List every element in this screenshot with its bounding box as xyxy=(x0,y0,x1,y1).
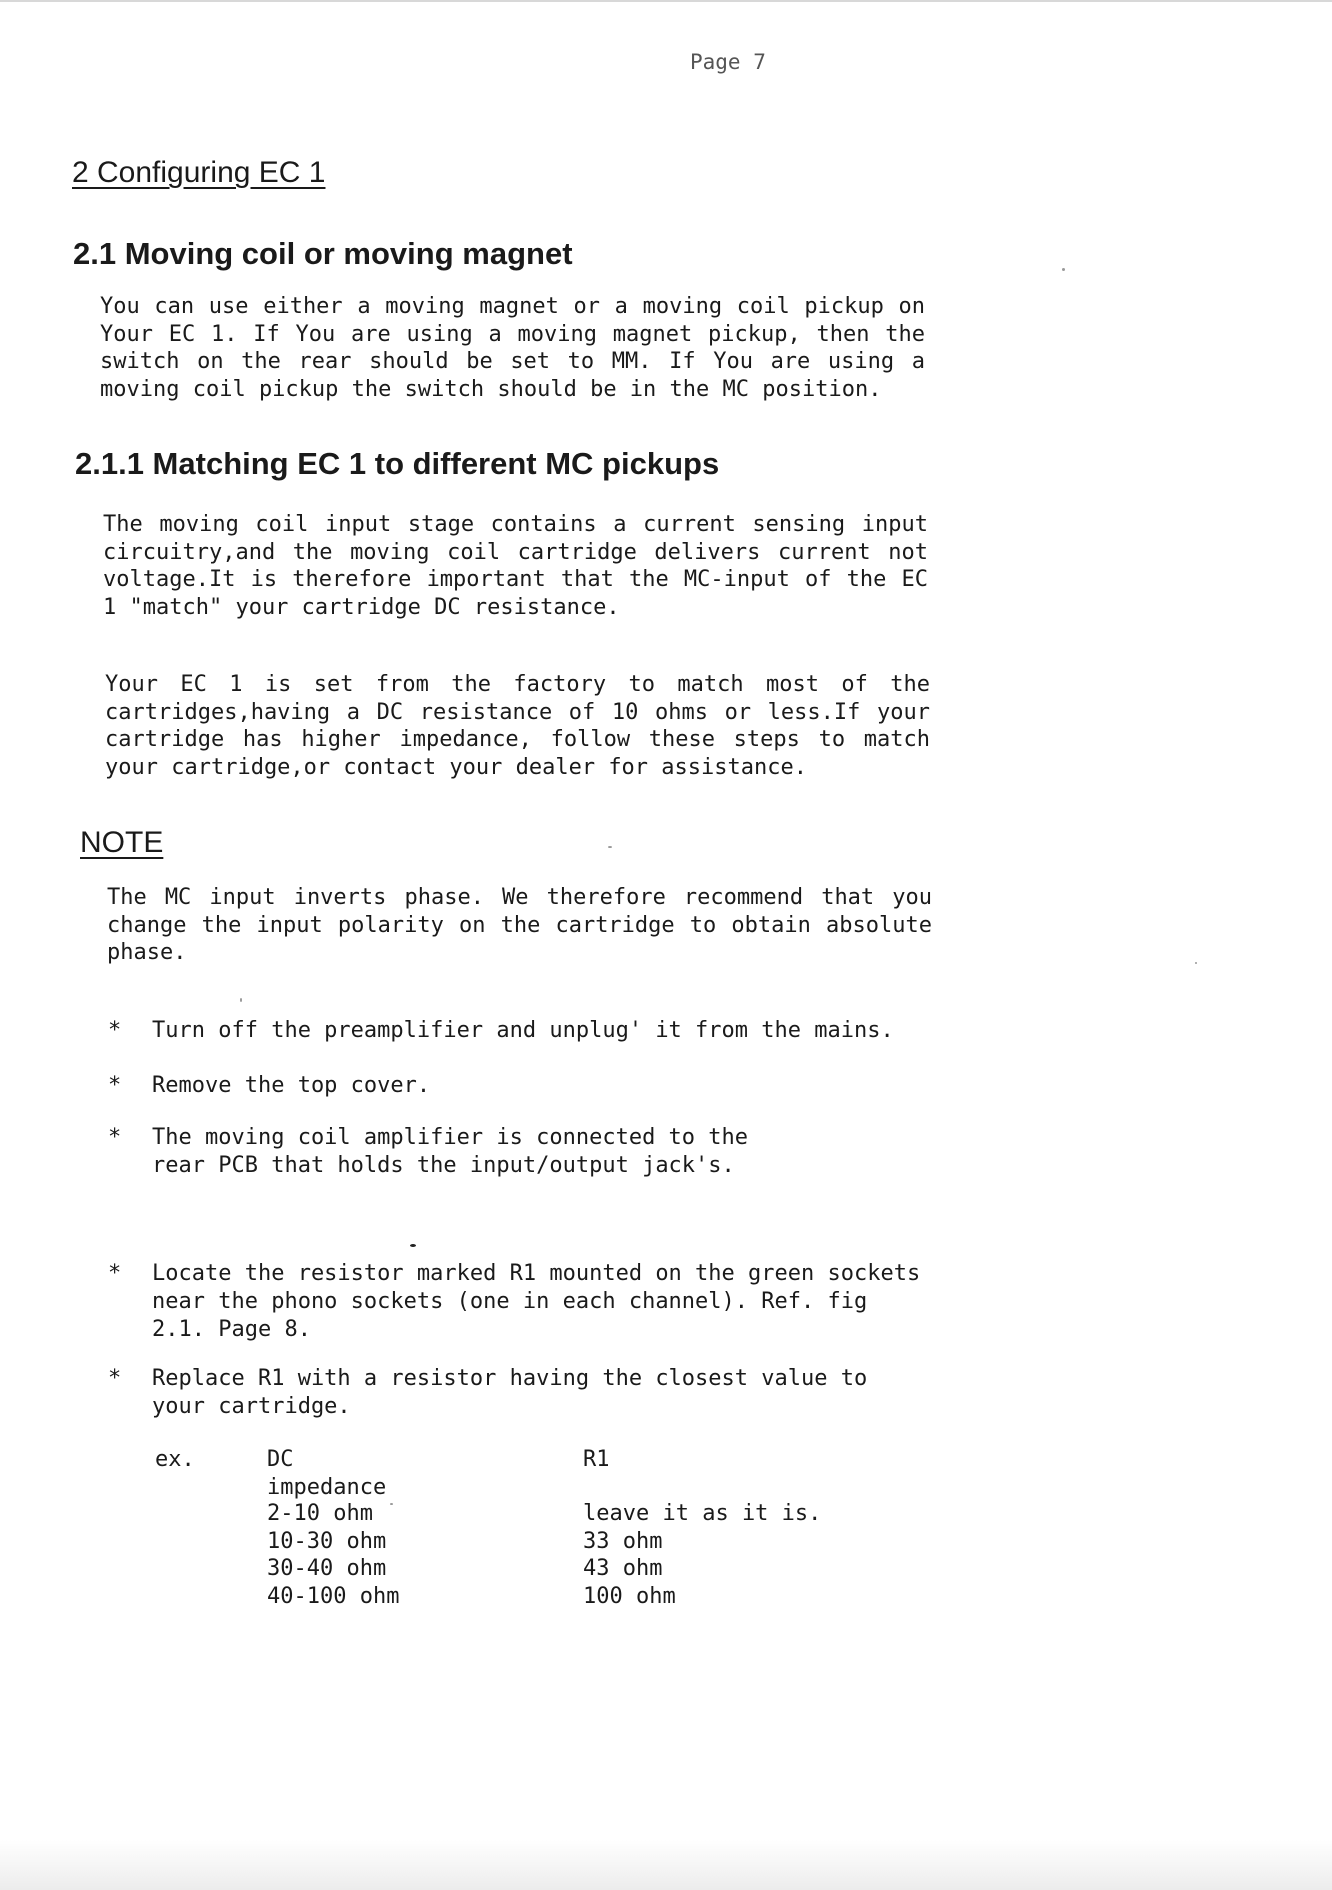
scan-speck xyxy=(608,846,612,848)
step-text: Remove the top cover. xyxy=(152,1073,431,1098)
note-paragraph: The MC input inverts phase. We therefore recommend that you change the input polarity on the cartridge to obtain absolute phase. xyxy=(107,885,932,965)
step-marker: * xyxy=(108,1366,122,1391)
step-text: Locate the resistor marked R1 mounted on the green sockets near the phono sockets (one in each channel). Ref. fig 2.1. Page 8. xyxy=(152,1261,921,1342)
impedance-cell: 10-30 ohm xyxy=(267,1528,387,1554)
scan-speck xyxy=(390,1503,393,1505)
chapter-heading: 2 Configuring EC 1 xyxy=(72,156,326,189)
impedance-cell: 40-100 ohm xyxy=(267,1583,400,1609)
matching-paragraph-2: Your EC 1 is set from the factory to match most of the cartridges,having a DC resistance of 10 ohms or less.If your cartridge has higher impedance, follow these steps to match your cartridge,or contact your dealer for assistance. xyxy=(105,672,930,780)
table-row xyxy=(267,1583,967,1611)
resistor-cell: 100 ohm xyxy=(583,1583,676,1609)
column-header-dc-impedance: DC impedance xyxy=(267,1447,387,1500)
table-row xyxy=(267,1555,967,1583)
table-row xyxy=(267,1500,967,1528)
step-list-item xyxy=(108,1017,928,1045)
step-list-item xyxy=(108,1072,928,1100)
step-text: Turn off the preamplifier and unplug' it from the mains. xyxy=(152,1018,894,1043)
step-list-item xyxy=(108,1365,928,1421)
table-body xyxy=(267,1500,967,1610)
step-marker: * xyxy=(108,1261,122,1286)
scan-speck xyxy=(1062,268,1065,271)
page-bottom-edge xyxy=(0,1840,1332,1890)
scan-speck xyxy=(410,1244,416,1247)
example-prefix: ex. xyxy=(155,1447,195,1472)
step-text: Replace R1 with a resistor having the closest value to your cartridge. xyxy=(152,1366,868,1419)
step-list-item xyxy=(108,1260,923,1344)
resistor-cell: 33 ohm xyxy=(583,1528,663,1554)
section-2-1-paragraph: You can use either a moving magnet or a moving coil pickup on Your EC 1. If You are using a moving magnet pickup, then the switch on the rear should be set to MM. If You are using a moving coil pickup the switch should be in the MC position. xyxy=(100,294,925,402)
step-marker: * xyxy=(108,1125,122,1150)
section-heading-2-1-1: 2.1.1 Matching EC 1 to different MC pickups xyxy=(75,446,720,481)
column-header-r1: R1 xyxy=(583,1447,610,1472)
step-marker: * xyxy=(108,1073,122,1098)
step-marker: * xyxy=(108,1018,122,1043)
note-heading: NOTE xyxy=(80,826,164,859)
page-top-edge xyxy=(0,0,1332,2)
section-heading-2-1: 2.1 Moving coil or moving magnet xyxy=(73,236,573,271)
scan-speck xyxy=(1195,962,1197,964)
impedance-cell: 30-40 ohm xyxy=(267,1556,387,1581)
step-list-item xyxy=(108,1124,808,1180)
table-row xyxy=(267,1528,967,1556)
step-text: The moving coil amplifier is connected to the rear PCB that holds the input/output jack's. xyxy=(152,1125,749,1178)
scan-speck xyxy=(240,998,242,1002)
matching-paragraph-1: The moving coil input stage contains a current sensing input circuitry,and the moving coil cartridge delivers current not voltage.It is therefore important that the MC-input of the EC 1 "match" your cartridge DC resistance. xyxy=(103,512,928,620)
impedance-cell: 2-10 ohm xyxy=(267,1501,373,1526)
resistor-cell: 43 ohm xyxy=(583,1556,663,1581)
page-number: Page 7 xyxy=(690,50,766,74)
resistor-cell: leave it as it is. xyxy=(583,1501,822,1526)
